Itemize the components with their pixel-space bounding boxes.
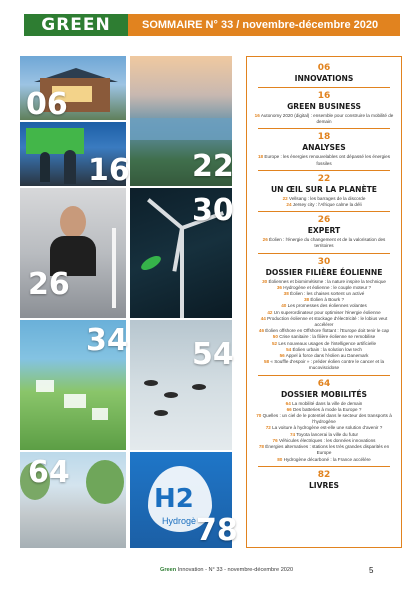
tile-34-eolien-schema[interactable] (20, 320, 126, 450)
toc-item[interactable]: 30 Éoliennes et biomimétisme : la nature inspire la technique (262, 278, 386, 284)
section-title[interactable]: UN ŒIL SUR LA PLANÈTE (270, 184, 377, 194)
footer-credit: Green Innovation - N° 33 - novembre-décembre 2020 (160, 567, 294, 573)
tile-number: 16 (88, 153, 130, 188)
toc-item[interactable]: 64 La mobilité dans la ville de demain (285, 400, 363, 406)
toc-item[interactable]: 40 Les promesses des éoliennes volantes (281, 303, 367, 309)
page-footer (0, 566, 420, 580)
section-page: 16 (317, 91, 331, 101)
portrait-face (60, 206, 86, 238)
toc-item[interactable]: 36 Hydrogène et éolienne : le couple moteur ? (276, 284, 372, 290)
toc-item[interactable]: 54 Éolien urbain : la solution low tech (286, 346, 362, 352)
section-title[interactable]: DOSSIER MOBILITÉS (281, 389, 367, 399)
toc-item[interactable]: 74 Toyota lancerai la ville du futur (289, 431, 359, 437)
water-shape (130, 118, 232, 140)
toc-item[interactable]: 38 Éolien : les chaises sortent un activé (283, 291, 365, 297)
toc-item[interactable]: 42 Un superordinateur pour optimiser l'énergie éolienne (267, 309, 381, 315)
tile-64-mobilites[interactable] (20, 452, 126, 548)
divider (258, 128, 390, 129)
toc-item[interactable]: 70 Quelles : un ciel de le potentiel dans le secteur des transports à l'hydrogène (256, 413, 392, 425)
green-logo: GREEN (24, 14, 128, 36)
section-title[interactable]: INNOVATIONS (294, 74, 354, 83)
toc-item[interactable]: 18 Europe : les énergies renouvelables ont dépassé les énergies fossiles (257, 154, 391, 166)
tile-26-expert[interactable] (20, 188, 126, 318)
toc-item[interactable]: 78 Énergies alternatives : stations les très grandes disparités en Europe (258, 444, 390, 456)
building-shape (64, 394, 86, 408)
booth-shape (26, 128, 84, 154)
leaf-shape (139, 253, 163, 273)
section-title[interactable]: LIVRES (308, 480, 340, 490)
tree-shape (86, 460, 124, 504)
toc-section-innovations (247, 63, 401, 84)
toc-item[interactable]: 24 Jersey city : l'Afrique calme la déli (286, 202, 362, 208)
toc-section-green-business (247, 91, 401, 125)
toc-section-expert (247, 215, 401, 249)
tile-number: 30 (192, 193, 234, 228)
divider (258, 466, 390, 467)
person-shape (64, 150, 76, 184)
toc-item[interactable]: 58 « Souffle d'espoir » : préder éolien contre le cancer et la mucoviscidose (263, 359, 385, 371)
divider (258, 211, 390, 212)
toc-item[interactable]: 52 Les nouveaux usages de l'intelligence artificielle (271, 340, 377, 346)
section-title[interactable]: DOSSIER FILIÈRE ÉOLIENNE (265, 267, 383, 277)
tile-22-planete[interactable] (130, 56, 232, 186)
toc-item[interactable]: 46 Éolien offshore en Offshore flottant : l'Europe doit tenir le cap (258, 328, 390, 334)
toc-section-livres (247, 470, 401, 491)
section-title[interactable]: GREEN BUSINESS (287, 102, 361, 111)
bird-shape (154, 410, 168, 416)
tile-number: 22 (192, 149, 234, 184)
toc-item[interactable]: 76 Véhicules électriques : les données innovations (272, 437, 376, 443)
bird-shape (144, 380, 158, 386)
tile-number: 64 (28, 455, 70, 490)
tile-78-hydrogene[interactable] (130, 452, 238, 548)
toc-item[interactable]: 56 Appel à force dans l'éolien au Danemark (279, 353, 369, 359)
section-page: 64 (317, 378, 331, 389)
section-title[interactable]: EXPERT (307, 226, 341, 236)
toc-section-analyses (247, 132, 401, 166)
building-shape (92, 408, 108, 420)
bird-shape (192, 384, 206, 390)
toc-item[interactable]: 38 Éolien à Bourk ? (303, 297, 345, 303)
tile-number: 26 (28, 267, 70, 302)
hydrogen-label: Hydrogè (162, 516, 197, 526)
section-page: 26 (317, 215, 331, 226)
section-page: 82 (317, 469, 331, 480)
toc-item[interactable]: 44 Production éolienne et stockage d'électricité : le lobius veut accélérer (260, 315, 388, 328)
tile-06-innovations[interactable] (20, 56, 126, 120)
table-of-contents (246, 56, 402, 548)
tile-number: 06 (26, 87, 68, 122)
tile-number: 54 (192, 337, 234, 372)
section-page: 06 (317, 63, 331, 73)
turbine-blade (112, 228, 116, 308)
toc-item[interactable]: 16 Autonomy 2020 (digital) : ensemble pour construire la mobilité de demain (254, 113, 394, 125)
toc-section-mobilites (247, 379, 401, 463)
section-page: 30 (317, 256, 331, 267)
h2-label: H2 (154, 484, 194, 514)
toc-item[interactable]: 26 Éolien : l'énergie du changement et de la valorisation des territoires (262, 237, 386, 249)
tile-number: 34 (86, 323, 128, 358)
person-shape (40, 152, 50, 182)
page-number: 5 (369, 566, 374, 575)
tile-30-eolien[interactable] (130, 188, 232, 318)
section-page: 18 (317, 132, 331, 143)
toc-section-planete (247, 174, 401, 208)
toc-item[interactable]: 66 Des batteries à mode la Europe ? (286, 406, 362, 412)
toc-item[interactable]: 22 Vellsang : les barrages de la discorde (282, 195, 366, 201)
divider (258, 170, 390, 171)
tile-54-oiseaux[interactable] (130, 320, 232, 450)
tile-number: 78 (196, 513, 238, 548)
building-shape (36, 380, 54, 392)
section-page: 22 (317, 173, 331, 184)
toc-item[interactable]: 80 Hydrogène décarboné : la France accélère (277, 456, 371, 462)
bird-shape (164, 392, 178, 398)
divider (258, 253, 390, 254)
issue-banner: SOMMAIRE N° 33 / novembre-décembre 2020 (128, 14, 400, 36)
toc-item[interactable]: 50 Crise sanitaire : la filière éolienne se remobilise (272, 334, 376, 340)
divider (258, 87, 390, 88)
divider (258, 375, 390, 376)
tile-16-green-business[interactable] (20, 122, 130, 188)
toc-section-eolien (247, 257, 401, 372)
page-header (0, 0, 420, 40)
section-title[interactable]: ANALYSES (302, 143, 346, 153)
toc-item[interactable]: 72 La voiture à hydrogène est-elle une solution d'avenir ? (265, 425, 383, 431)
turbine-blade (147, 198, 183, 229)
